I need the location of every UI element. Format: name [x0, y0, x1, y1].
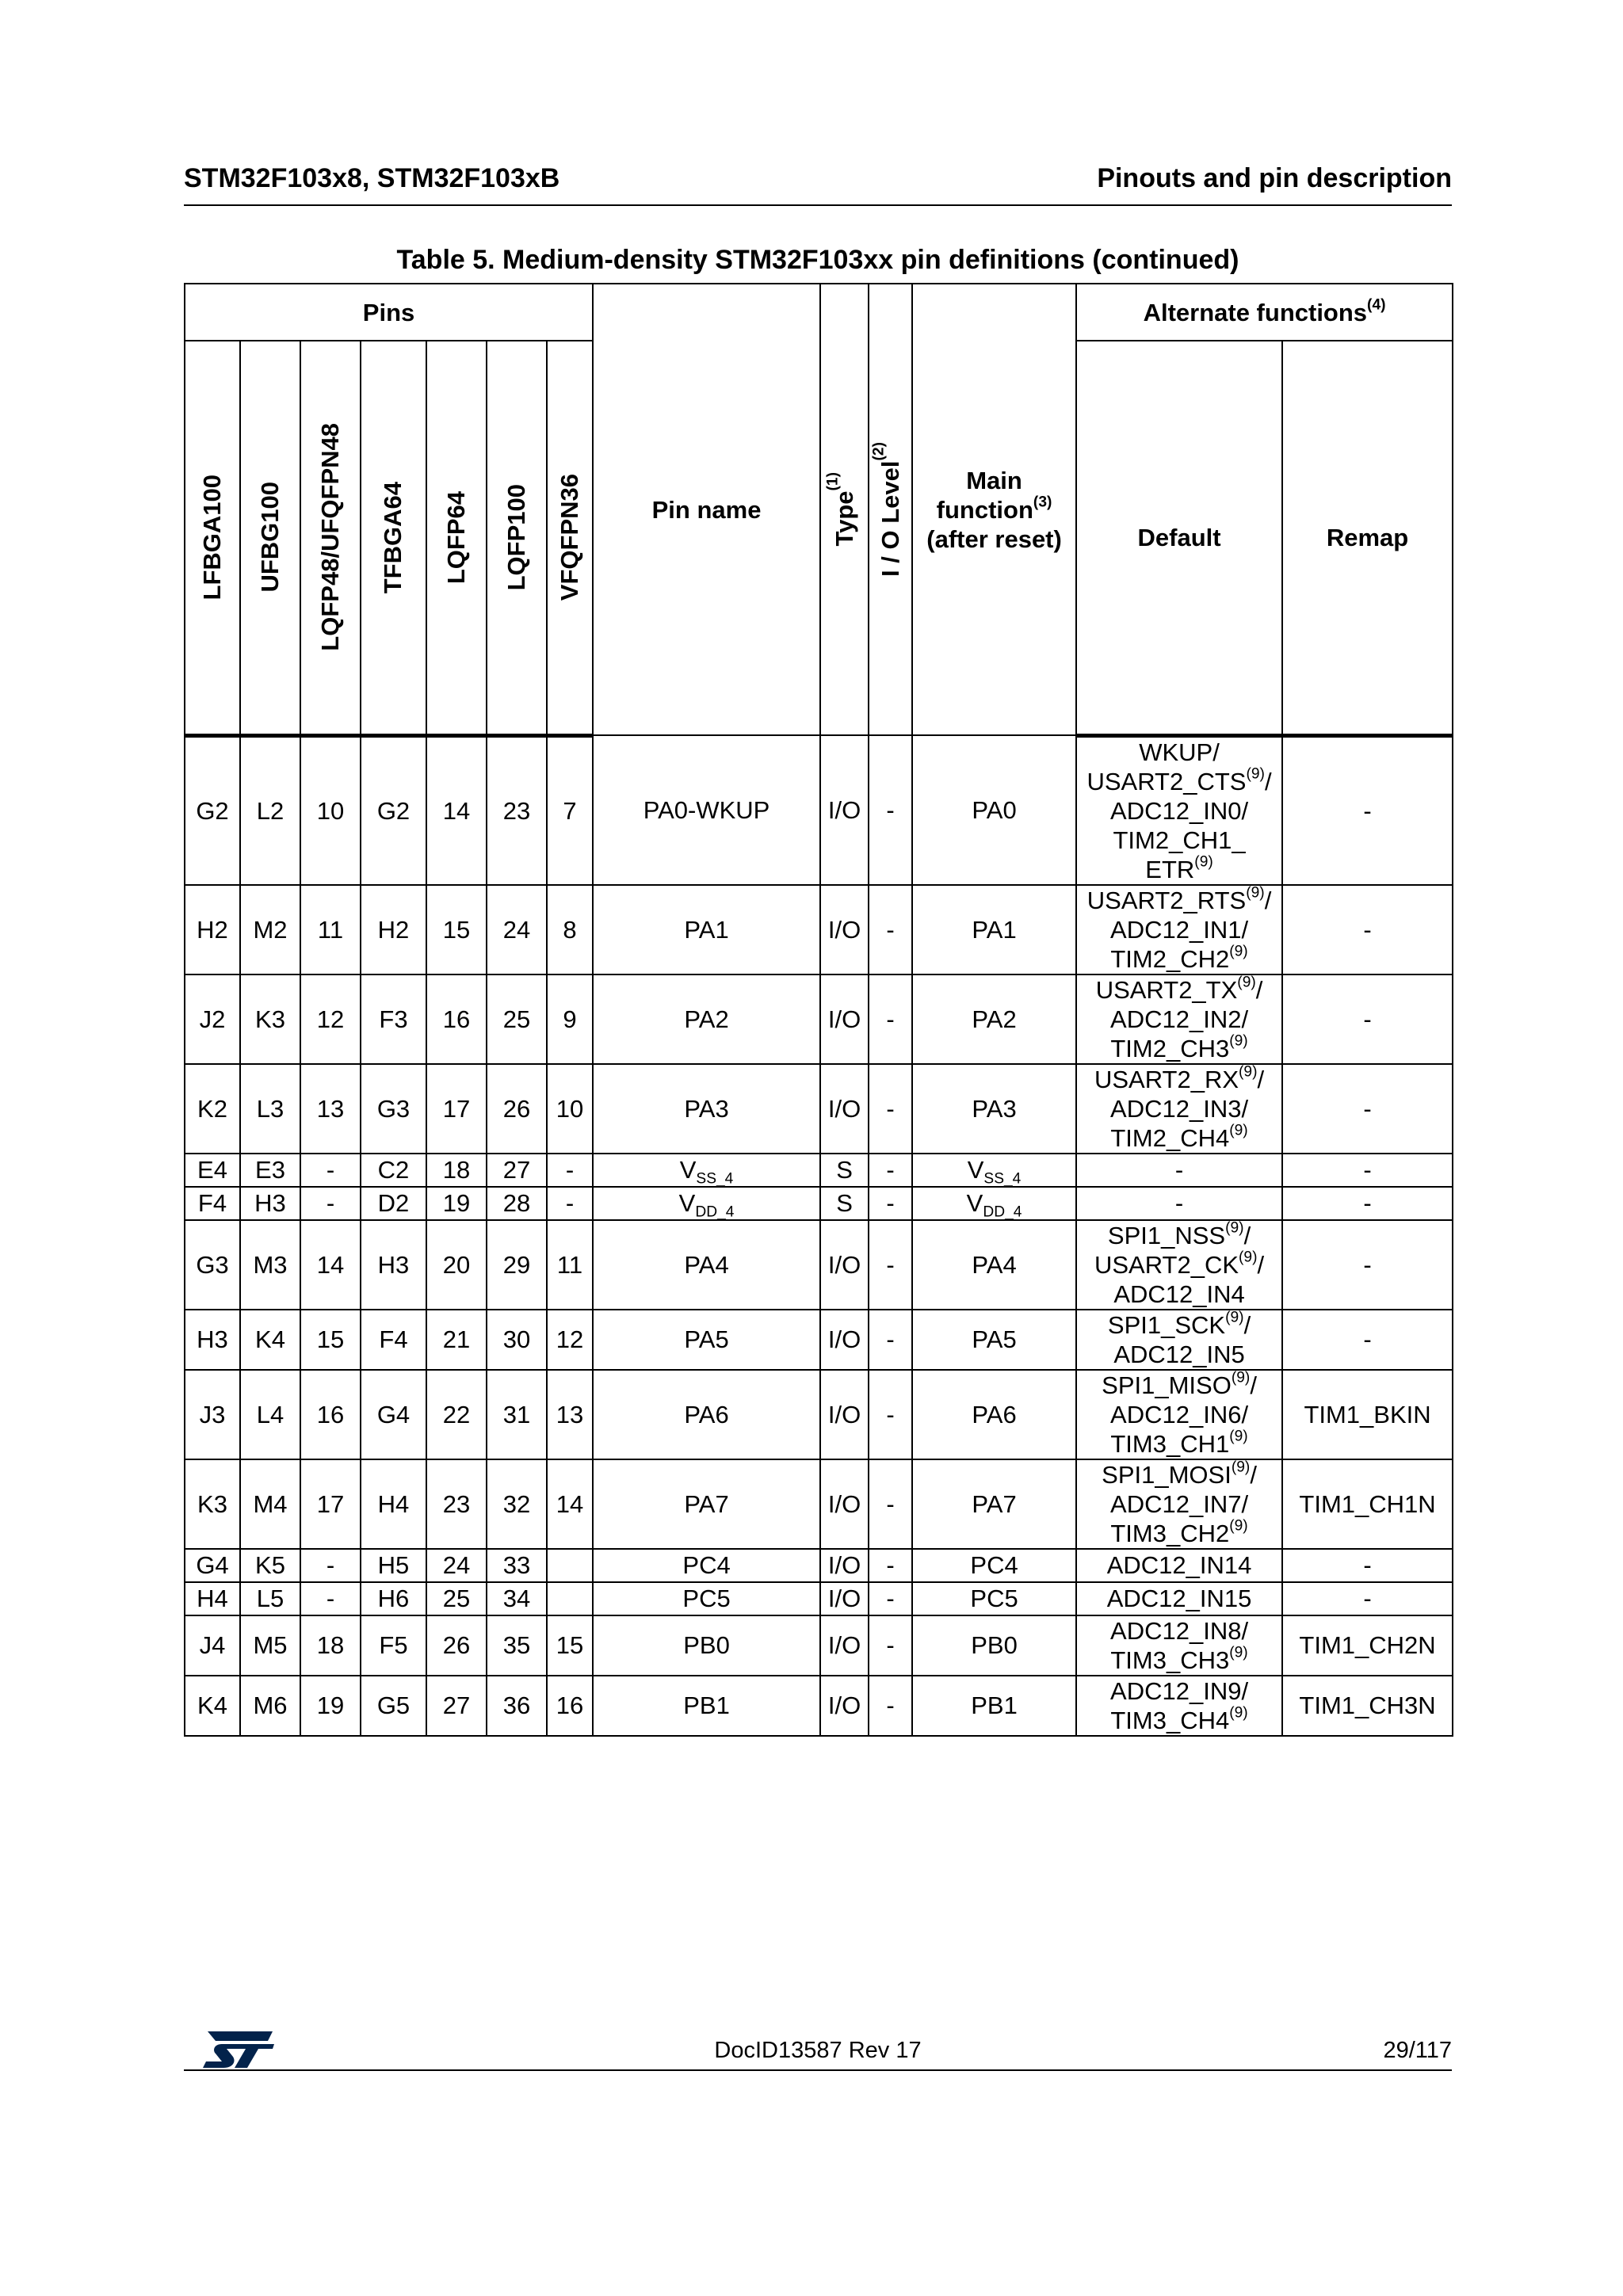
main-function-cell: PA7: [912, 1459, 1076, 1549]
pin-number-cell: M5: [240, 1615, 300, 1676]
type-header: Type$^{(1)}$: [820, 284, 869, 735]
pin-definitions-table: [184, 283, 1453, 1737]
default-alt-function-cell: WKUP/ USART2_CTS$^{(9)}$/ ADC12_IN0/ TIM2_CH1_ ETR$^{(9)}$: [1076, 735, 1282, 885]
default-alt-function-cell: SPI1_SCK$^{(9)}$/ ADC12_IN5: [1076, 1310, 1282, 1370]
pin-col-header: TFBGA64: [361, 341, 426, 735]
page-number: 29/117: [1383, 2038, 1452, 2063]
pin-number-cell: 17: [300, 1459, 361, 1549]
pin-number-cell: C2: [361, 1154, 426, 1187]
pin-col-header: LQFP48/UFQFPN48: [300, 341, 361, 735]
pin-number-cell: 15: [300, 1310, 361, 1370]
table-title: Table 5. Medium-density STM32F103xx pin definitions (continued): [396, 245, 1239, 275]
pin-number-cell: [547, 1582, 593, 1615]
pin-number-cell: M3: [240, 1220, 300, 1310]
pin-number-cell: 26: [426, 1615, 487, 1676]
main-function-cell: PB0: [912, 1615, 1076, 1676]
default-alt-function-cell: SPI1_NSS$^{(9)}$/ USART2_CK$^{(9)}$/ ADC12_IN4: [1076, 1220, 1282, 1310]
pin-number-cell: K3: [240, 974, 300, 1064]
pin-number-cell: G2: [185, 735, 240, 885]
pin-number-cell: M2: [240, 885, 300, 974]
pin-number-cell: M6: [240, 1676, 300, 1736]
pin-number-cell: 28: [487, 1187, 547, 1220]
pin-number-cell: 32: [487, 1459, 547, 1549]
type-cell: I/O: [820, 1676, 869, 1736]
table-row: [185, 735, 1453, 885]
pin-number-cell: K4: [240, 1310, 300, 1370]
pin-number-cell: 30: [487, 1310, 547, 1370]
pin-number-cell: -: [300, 1582, 361, 1615]
pin-number-cell: 17: [426, 1064, 487, 1154]
pin-name-cell: PA7: [593, 1459, 820, 1549]
remap-cell: -: [1282, 1187, 1453, 1220]
pin-col-header: LFBGA100: [185, 341, 240, 735]
table-row: [185, 1370, 1453, 1459]
pin-number-cell: 31: [487, 1370, 547, 1459]
pin-number-cell: 8: [547, 885, 593, 974]
pin-number-cell: F4: [361, 1310, 426, 1370]
pin-number-cell: 14: [426, 735, 487, 885]
table-body: [185, 735, 1453, 1736]
pin-number-cell: F5: [361, 1615, 426, 1676]
pin-col-header: UFBG100: [240, 341, 300, 735]
pin-number-cell: 23: [426, 1459, 487, 1549]
pin-number-cell: 15: [426, 885, 487, 974]
pin-number-cell: K2: [185, 1064, 240, 1154]
pin-number-cell: -: [300, 1187, 361, 1220]
type-cell: I/O: [820, 1582, 869, 1615]
pin-number-cell: L2: [240, 735, 300, 885]
pin-number-cell: J2: [185, 974, 240, 1064]
pin-number-cell: K5: [240, 1549, 300, 1582]
pin-number-cell: -: [300, 1549, 361, 1582]
pin-number-cell: 9: [547, 974, 593, 1064]
io-level-cell: -: [869, 1310, 912, 1370]
pin-number-cell: G3: [185, 1220, 240, 1310]
main-function-cell: $V_{SS\_4}$: [912, 1154, 1076, 1187]
pin-number-cell: 24: [487, 885, 547, 974]
pins-group-header: Pins: [185, 284, 593, 341]
io-level-cell: -: [869, 1370, 912, 1459]
io-level-cell: -: [869, 1220, 912, 1310]
pin-number-cell: 12: [300, 974, 361, 1064]
pin-number-cell: 19: [426, 1187, 487, 1220]
main-function-cell: PC5: [912, 1582, 1076, 1615]
io-level-cell: -: [869, 1549, 912, 1582]
table-row: [185, 1220, 1453, 1310]
table-row: [185, 974, 1453, 1064]
table-row: [185, 1615, 1453, 1676]
pin-number-cell: H4: [185, 1582, 240, 1615]
pin-number-cell: 12: [547, 1310, 593, 1370]
type-cell: I/O: [820, 974, 869, 1064]
header-row-1: [185, 284, 1453, 341]
remap-cell: -: [1282, 1064, 1453, 1154]
default-header: Default: [1076, 341, 1282, 735]
pin-number-cell: G5: [361, 1676, 426, 1736]
pin-number-cell: 29: [487, 1220, 547, 1310]
pin-number-cell: -: [547, 1187, 593, 1220]
pin-name-cell: PB0: [593, 1615, 820, 1676]
type-cell: I/O: [820, 1220, 869, 1310]
default-alt-function-cell: ADC12_IN14: [1076, 1549, 1282, 1582]
pin-name-cell: PA0-WKUP: [593, 735, 820, 885]
io-level-cell: -: [869, 1064, 912, 1154]
remap-cell: -: [1282, 735, 1453, 885]
type-cell: I/O: [820, 1064, 869, 1154]
pin-number-cell: 15: [547, 1615, 593, 1676]
pin-number-cell: L4: [240, 1370, 300, 1459]
table-row: [185, 1676, 1453, 1736]
pin-name-cell: PA5: [593, 1310, 820, 1370]
pin-col-header: VFQFPN36: [547, 341, 593, 735]
pin-col-header: LQFP64: [426, 341, 487, 735]
default-alt-function-cell: USART2_RTS$^{(9)}$/ ADC12_IN1/ TIM2_CH2$^{(9)}$: [1076, 885, 1282, 974]
type-cell: I/O: [820, 1370, 869, 1459]
pin-number-cell: 24: [426, 1549, 487, 1582]
main-function-cell: PA0: [912, 735, 1076, 885]
io-level-header: I / O Level$^{(2)}$: [869, 284, 912, 735]
table-row: [185, 1582, 1453, 1615]
table-row: [185, 1459, 1453, 1549]
main-function-cell: PA4: [912, 1220, 1076, 1310]
table-row: [185, 1187, 1453, 1220]
pin-number-cell: G2: [361, 735, 426, 885]
pin-name-header: Pin name: [593, 284, 820, 735]
pin-number-cell: 35: [487, 1615, 547, 1676]
pin-number-cell: H2: [361, 885, 426, 974]
pin-name-cell: PC4: [593, 1549, 820, 1582]
pin-number-cell: 16: [300, 1370, 361, 1459]
pin-number-cell: E4: [185, 1154, 240, 1187]
document-id: DocID13587 Rev 17: [714, 2038, 922, 2063]
remap-cell: -: [1282, 1549, 1453, 1582]
pin-number-cell: D2: [361, 1187, 426, 1220]
main-function-cell: PA5: [912, 1310, 1076, 1370]
default-alt-function-cell: SPI1_MOSI$^{(9)}$/ ADC12_IN7/ TIM3_CH2$^{(9)}$: [1076, 1459, 1282, 1549]
table-row: [185, 1549, 1453, 1582]
io-level-cell: -: [869, 1154, 912, 1187]
pin-number-cell: 18: [300, 1615, 361, 1676]
type-cell: S: [820, 1187, 869, 1220]
main-function-cell: PB1: [912, 1676, 1076, 1736]
pin-name-cell: PA1: [593, 885, 820, 974]
default-alt-function-cell: -: [1076, 1187, 1282, 1220]
pin-number-cell: 13: [547, 1370, 593, 1459]
pin-number-cell: -: [547, 1154, 593, 1187]
main-function-cell: PA2: [912, 974, 1076, 1064]
pin-number-cell: 10: [300, 735, 361, 885]
pin-number-cell: 10: [547, 1064, 593, 1154]
pin-number-cell: -: [300, 1154, 361, 1187]
default-alt-function-cell: USART2_TX$^{(9)}$/ ADC12_IN2/ TIM2_CH3$^{(9)}$: [1076, 974, 1282, 1064]
pin-number-cell: G4: [185, 1549, 240, 1582]
io-level-cell: -: [869, 1582, 912, 1615]
pin-number-cell: [547, 1549, 593, 1582]
io-level-cell: -: [869, 1676, 912, 1736]
header-section: Pinouts and pin description: [1097, 163, 1452, 193]
main-function-cell: PA3: [912, 1064, 1076, 1154]
remap-cell: TIM1_CH2N: [1282, 1615, 1453, 1676]
pin-number-cell: E3: [240, 1154, 300, 1187]
header-product: STM32F103x8, STM32F103xB: [184, 163, 560, 193]
pin-number-cell: 14: [300, 1220, 361, 1310]
pin-number-cell: 25: [487, 974, 547, 1064]
pin-number-cell: M4: [240, 1459, 300, 1549]
pin-number-cell: G4: [361, 1370, 426, 1459]
pin-name-cell: $V_{DD\_4}$: [593, 1187, 820, 1220]
type-cell: I/O: [820, 1549, 869, 1582]
pin-number-cell: H5: [361, 1549, 426, 1582]
pin-number-cell: 11: [547, 1220, 593, 1310]
pin-number-cell: 13: [300, 1064, 361, 1154]
pin-number-cell: 7: [547, 735, 593, 885]
pin-col-header: LQFP100: [487, 341, 547, 735]
pin-number-cell: H2: [185, 885, 240, 974]
type-cell: I/O: [820, 885, 869, 974]
remap-cell: -: [1282, 1310, 1453, 1370]
pin-number-cell: 16: [426, 974, 487, 1064]
pin-number-cell: H3: [240, 1187, 300, 1220]
pin-number-cell: 34: [487, 1582, 547, 1615]
pin-name-cell: PA4: [593, 1220, 820, 1310]
pin-number-cell: H6: [361, 1582, 426, 1615]
remap-cell: TIM1_CH1N: [1282, 1459, 1453, 1549]
type-cell: I/O: [820, 1310, 869, 1370]
pin-name-cell: PA3: [593, 1064, 820, 1154]
pin-name-cell: PA6: [593, 1370, 820, 1459]
remap-cell: TIM1_CH3N: [1282, 1676, 1453, 1736]
pin-name-cell: PB1: [593, 1676, 820, 1736]
pin-number-cell: 16: [547, 1676, 593, 1736]
pin-number-cell: 26: [487, 1064, 547, 1154]
pin-number-cell: F3: [361, 974, 426, 1064]
table-row: [185, 1310, 1453, 1370]
alternate-functions-header: Alternate functions$^{(4)}$: [1076, 284, 1453, 341]
pin-number-cell: L3: [240, 1064, 300, 1154]
default-alt-function-cell: ADC12_IN9/ TIM3_CH4$^{(9)}$: [1076, 1676, 1282, 1736]
table-row: [185, 885, 1453, 974]
pin-number-cell: H3: [361, 1220, 426, 1310]
pin-name-cell: $V_{SS\_4}$: [593, 1154, 820, 1187]
io-level-cell: -: [869, 885, 912, 974]
pin-number-cell: K3: [185, 1459, 240, 1549]
io-level-cell: -: [869, 974, 912, 1064]
pin-number-cell: 33: [487, 1549, 547, 1582]
main-function-cell: PA1: [912, 885, 1076, 974]
remap-cell: TIM1_BKIN: [1282, 1370, 1453, 1459]
pin-number-cell: 14: [547, 1459, 593, 1549]
pin-number-cell: 19: [300, 1676, 361, 1736]
table-row: [185, 1154, 1453, 1187]
main-function-header: Main function$^{(3)}$ (after reset): [912, 284, 1076, 735]
io-level-cell: -: [869, 1615, 912, 1676]
pin-number-cell: 20: [426, 1220, 487, 1310]
pin-number-cell: G3: [361, 1064, 426, 1154]
type-cell: I/O: [820, 1459, 869, 1549]
pin-number-cell: 36: [487, 1676, 547, 1736]
remap-cell: -: [1282, 1154, 1453, 1187]
pin-number-cell: 23: [487, 735, 547, 885]
default-alt-function-cell: USART2_RX$^{(9)}$/ ADC12_IN3/ TIM2_CH4$^{(9)}$: [1076, 1064, 1282, 1154]
pin-number-cell: H4: [361, 1459, 426, 1549]
pin-number-cell: F4: [185, 1187, 240, 1220]
remap-cell: -: [1282, 974, 1453, 1064]
main-function-cell: PC4: [912, 1549, 1076, 1582]
main-function-cell: $V_{DD\_4}$: [912, 1187, 1076, 1220]
page-header: [184, 157, 1452, 206]
pin-number-cell: K4: [185, 1676, 240, 1736]
pin-name-cell: PC5: [593, 1582, 820, 1615]
io-level-cell: -: [869, 735, 912, 885]
pin-number-cell: L5: [240, 1582, 300, 1615]
default-alt-function-cell: -: [1076, 1154, 1282, 1187]
io-level-cell: -: [869, 1459, 912, 1549]
remap-cell: -: [1282, 1582, 1453, 1615]
pin-number-cell: 25: [426, 1582, 487, 1615]
pin-number-cell: 27: [426, 1676, 487, 1736]
pin-number-cell: H3: [185, 1310, 240, 1370]
remap-header: Remap: [1282, 341, 1453, 735]
page-footer: [184, 2030, 1452, 2071]
table-row: [185, 1064, 1453, 1154]
pin-number-cell: J4: [185, 1615, 240, 1676]
default-alt-function-cell: SPI1_MISO$^{(9)}$/ ADC12_IN6/ TIM3_CH1$^{(9)}$: [1076, 1370, 1282, 1459]
default-alt-function-cell: ADC12_IN8/ TIM3_CH3$^{(9)}$: [1076, 1615, 1282, 1676]
pin-number-cell: J3: [185, 1370, 240, 1459]
pin-number-cell: 11: [300, 885, 361, 974]
type-cell: I/O: [820, 1615, 869, 1676]
main-function-cell: PA6: [912, 1370, 1076, 1459]
pin-number-cell: 18: [426, 1154, 487, 1187]
pin-number-cell: 27: [487, 1154, 547, 1187]
pin-name-cell: PA2: [593, 974, 820, 1064]
remap-cell: -: [1282, 1220, 1453, 1310]
type-cell: S: [820, 1154, 869, 1187]
pin-number-cell: 21: [426, 1310, 487, 1370]
pin-number-cell: 22: [426, 1370, 487, 1459]
type-cell: I/O: [820, 735, 869, 885]
remap-cell: -: [1282, 885, 1453, 974]
default-alt-function-cell: ADC12_IN15: [1076, 1582, 1282, 1615]
io-level-cell: -: [869, 1187, 912, 1220]
